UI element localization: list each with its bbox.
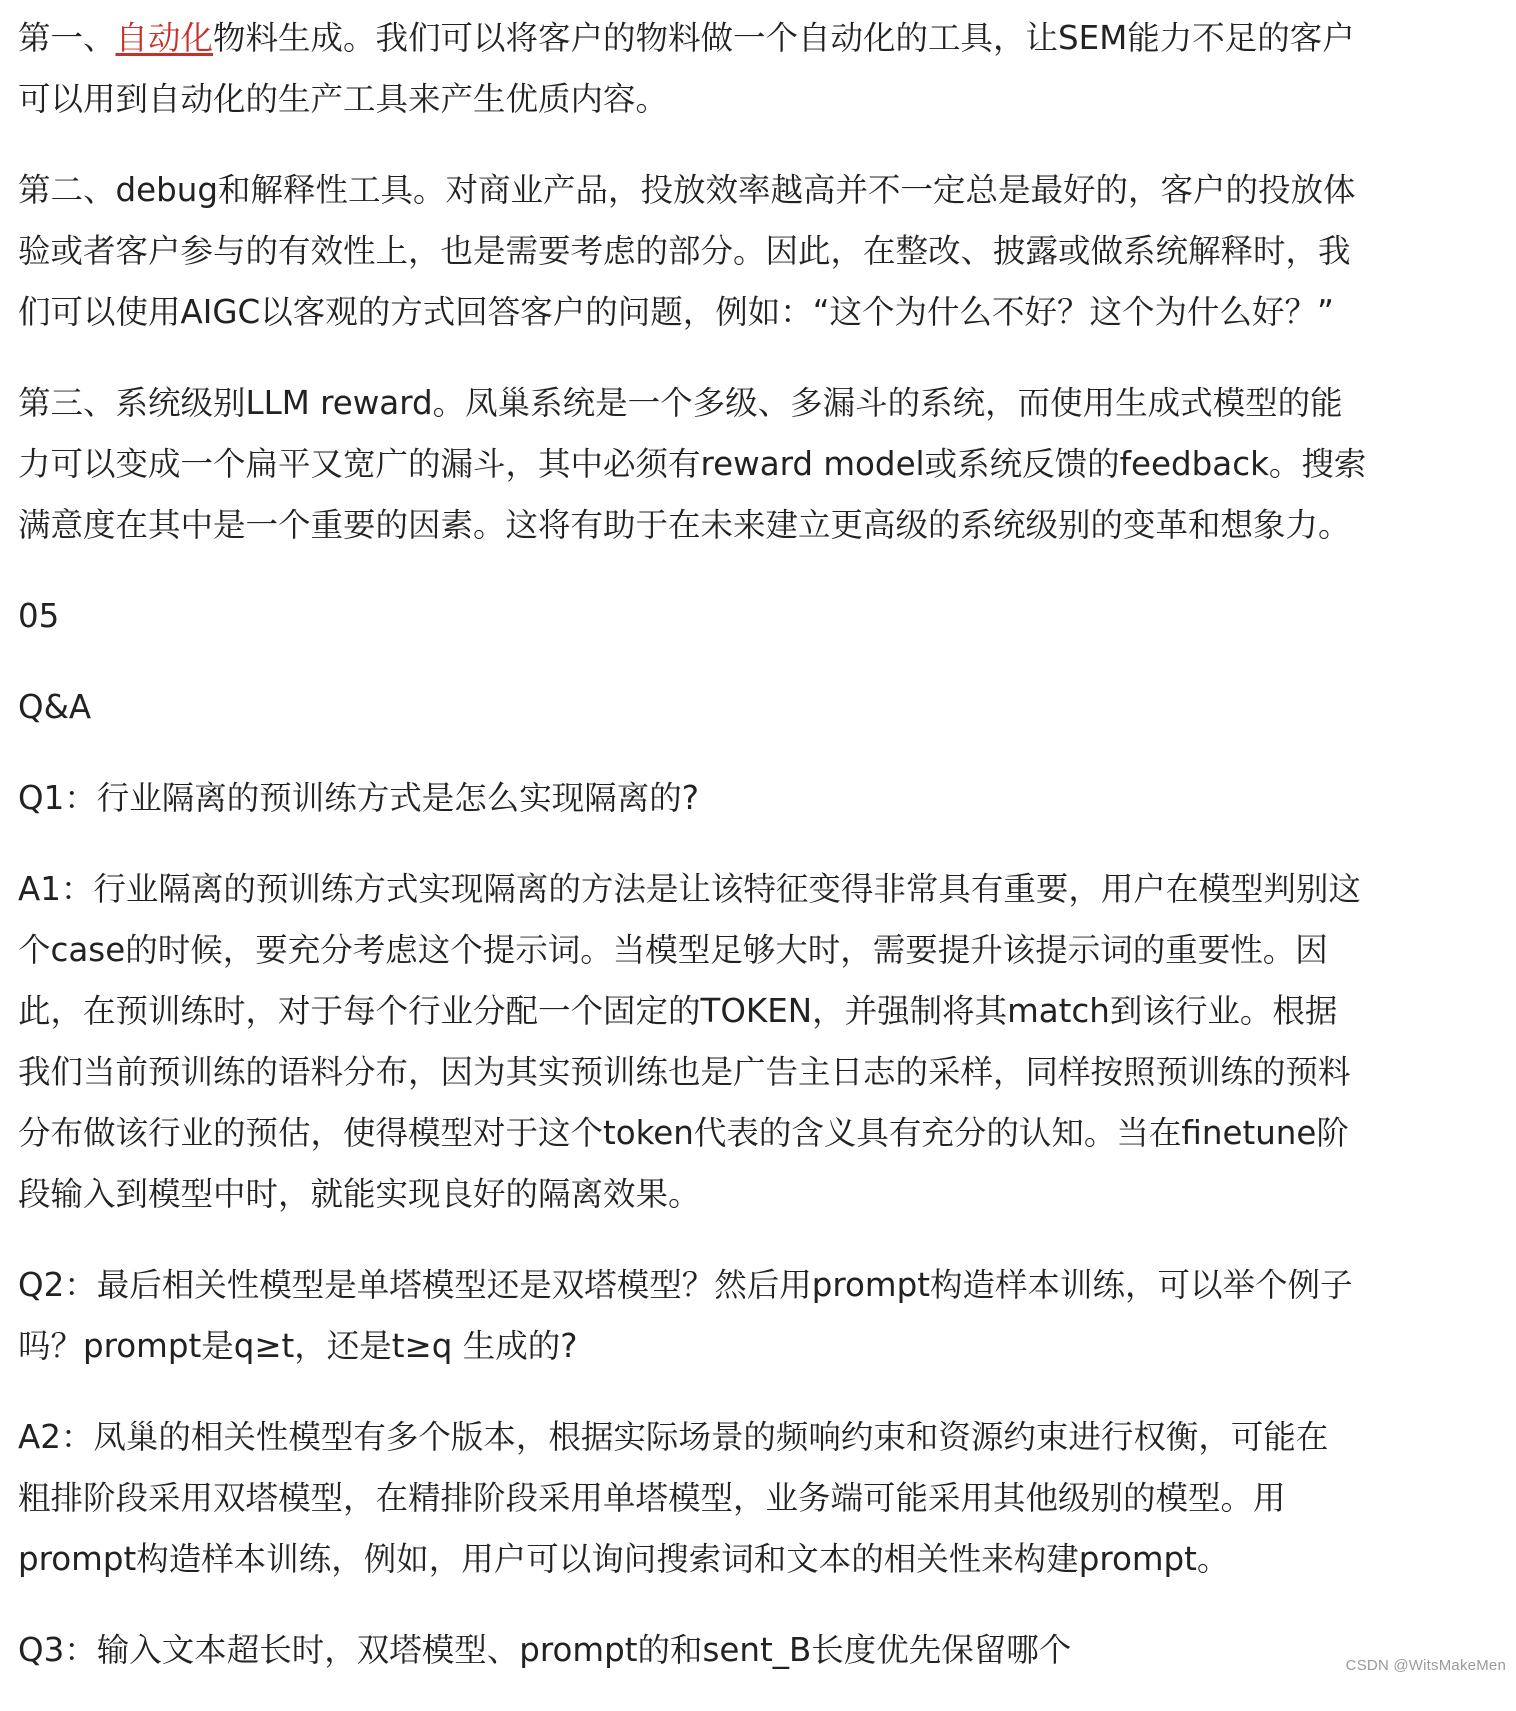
- answer-2: A2：凤巢的相关性模型有多个版本，根据实际场景的频响约束和资源约束进行权衡，可能在 粗排阶段采用双塔模型，在精排阶段采用单塔模型，业务端可能采用其他级别的模型。用 prompt构造样本训练，例如，用户可以询问搜索词和文本的相关性来构建prompt。: [18, 1418, 1329, 1578]
- paragraph-prefix: 第一、: [18, 19, 116, 57]
- article-body: [18, 8, 1502, 1711]
- csdn-watermark: CSDN @WitsMakeMen: [1345, 1657, 1506, 1674]
- paragraph-llm-reward: 第三、系统级别LLM reward。凤巢系统是一个多级、多漏斗的系统，而使用生成式模型的能 力可以变成一个扁平又宽广的漏斗，其中必须有reward model或系统反馈的feedback。搜索 满意度在其中是一个重要的因素。这将有助于在未来建立更高级的系统级别的变革和想象力。: [18, 384, 1367, 544]
- paragraph-text: 物料生成。我们可以将客户的物料做一个自动化的工具，让SEM能力不足的客户 可以用到自动化的生产工具来产生优质内容。: [18, 19, 1355, 118]
- question-1: Q1：行业隔离的预训练方式是怎么实现隔离的?: [18, 779, 700, 817]
- section-number: 05: [18, 597, 60, 635]
- question-2: Q2：最后相关性模型是单塔模型还是双塔模型？然后用prompt构造样本训练，可以举个例子 吗？prompt是q≥t，还是t≥q 生成的?: [18, 1266, 1353, 1365]
- answer-1: A1：行业隔离的预训练方式实现隔离的方法是让该特征变得非常具有重要，用户在模型判别这 个case的时候，要充分考虑这个提示词。当模型足够大时，需要提升该提示词的重要性。因 此，在预训练时，对于每个行业分配一个固定的TOKEN，并强制将其match到该行业。根据 我们当前预训练的语料分布，因为其实预训练也是广告主日志的采样，同样按照预训练的预料 分布做该行业的预估，使得模型对于这个token代表的含义具有充分的认知。当在finetune阶 段输入到模型中时，就能实现良好的隔离效果。: [18, 870, 1361, 1213]
- automation-link[interactable]: 自动化: [115, 19, 214, 57]
- section-title: Q&A: [18, 688, 92, 726]
- paragraph-debug-tools: 第二、debug和解释性工具。对商业产品，投放效率越高并不一定总是最好的，客户的投放体 验或者客户参与的有效性上，也是需要考虑的部分。因此，在整改、披露或做系统解释时，我 们可以使用AIGC以客观的方式回答客户的问题，例如：“这个为什么不好？这个为什么好？”: [18, 171, 1356, 331]
- question-3: Q3：输入文本超长时，双塔模型、prompt的和sent_B长度优先保留哪个: [18, 1631, 1072, 1669]
- paragraph-automation: [18, 8, 1502, 130]
